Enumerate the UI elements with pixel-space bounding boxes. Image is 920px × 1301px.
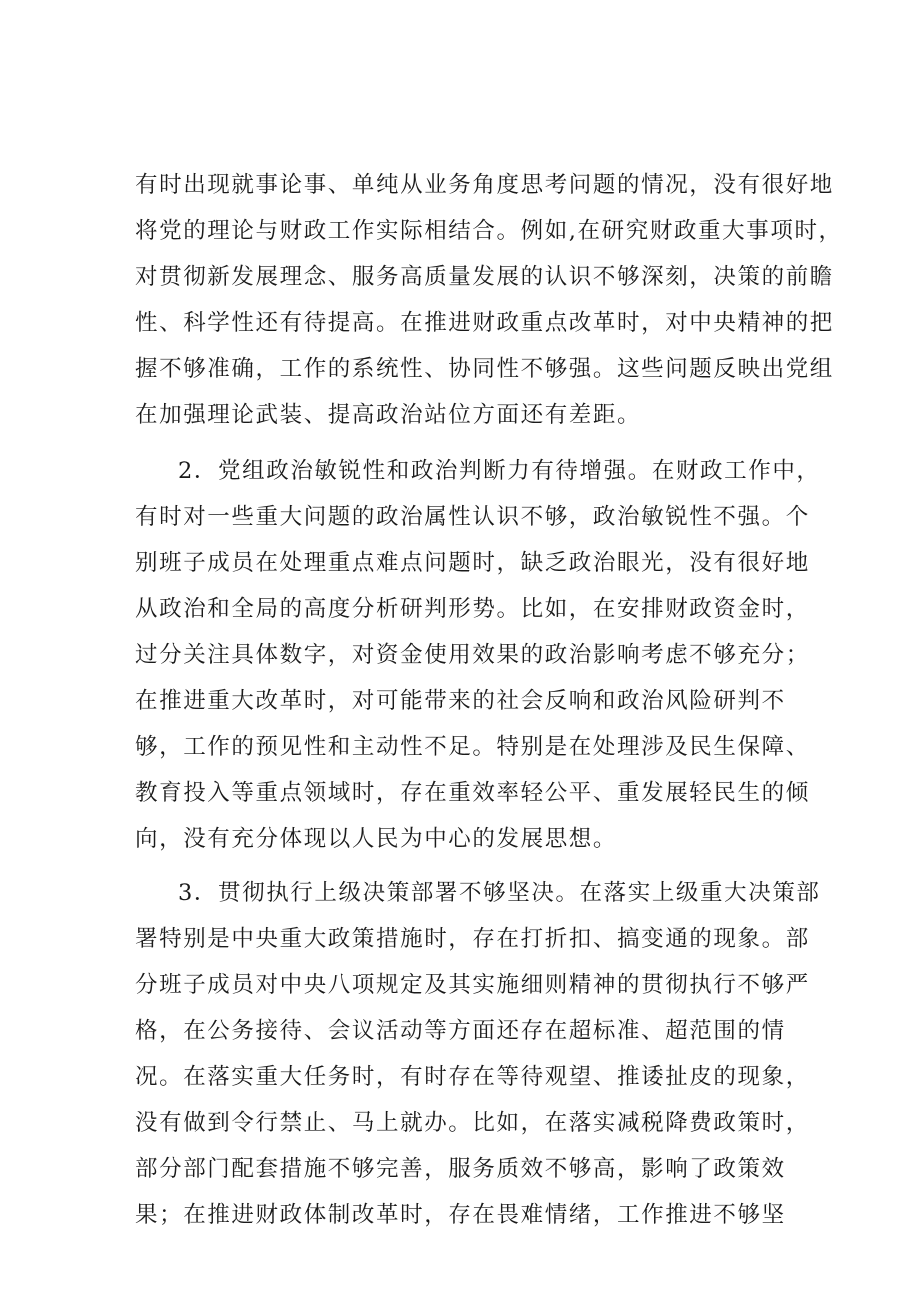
text-line: 够，工作的预见性和主动性不足。特别是在处理涉及民生保障、 (135, 734, 810, 760)
text-line: 部分部门配套措施不够完善，服务质效不够高，影响了政策效 (135, 1156, 786, 1182)
text-line: 别班子成员在处理重点难点问题时，缺乏政治眼光，没有很好地 (135, 550, 810, 576)
text-line: 格，在公务接待、会议活动等方面还存在超标准、超范围的情 (135, 1018, 786, 1044)
text-line: 3．贯彻执行上级决策部署不够坚决。在落实上级重大决策部 (178, 880, 821, 906)
text-line: 教育投入等重点领域时，存在重效率轻公平、重发展轻民生的倾 (135, 780, 810, 806)
text-line: 2．党组政治敏锐性和政治判断力有待增强。在财政工作中， (178, 458, 821, 484)
text-line: 分班子成员对中央八项规定及其实施细则精神的贯彻执行不够严 (135, 972, 810, 998)
text-line: 过分关注具体数字，对资金使用效果的政治影响考虑不够充分； (135, 642, 810, 668)
text-line: 果；在推进财政体制改革时，存在畏难情绪，工作推进不够坚 (135, 1202, 786, 1228)
text-line: 有时出现就事论事、单纯从业务角度思考问题的情况，没有很好地 (135, 172, 834, 198)
text-line: 对贯彻新发展理念、服务高质量发展的认识不够深刻，决策的前瞻 (135, 264, 834, 290)
text-line: 署特别是中央重大政策措施时，存在打折扣、搞变通的现象。部 (135, 926, 810, 952)
text-line: 握不够准确，工作的系统性、协同性不够强。这些问题反映出党组 (135, 356, 834, 382)
text-line: 性、科学性还有待提高。在推进财政重点改革时，对中央精神的把 (135, 310, 834, 336)
text-line: 在加强理论武装、提高政治站位方面还有差距。 (135, 402, 642, 428)
text-line: 在推进重大改革时，对可能带来的社会反响和政治风险研判不 (135, 688, 786, 714)
text-line: 有时对一些重大问题的政治属性认识不够，政治敏锐性不强。个 (135, 504, 810, 530)
text-line: 向，没有充分体现以人民为中心的发展思想。 (135, 826, 618, 852)
text-line: 况。在落实重大任务时，有时存在等待观望、推诿扯皮的现象， (135, 1064, 810, 1090)
text-line: 没有做到令行禁止、马上就办。比如，在落实减税降费政策时， (135, 1110, 810, 1136)
text-line: 从政治和全局的高度分析研判形势。比如，在安排财政资金时， (135, 596, 810, 622)
text-line: 将党的理论与财政工作实际相结合。例如,在研究财政重大事项时， (135, 218, 843, 244)
